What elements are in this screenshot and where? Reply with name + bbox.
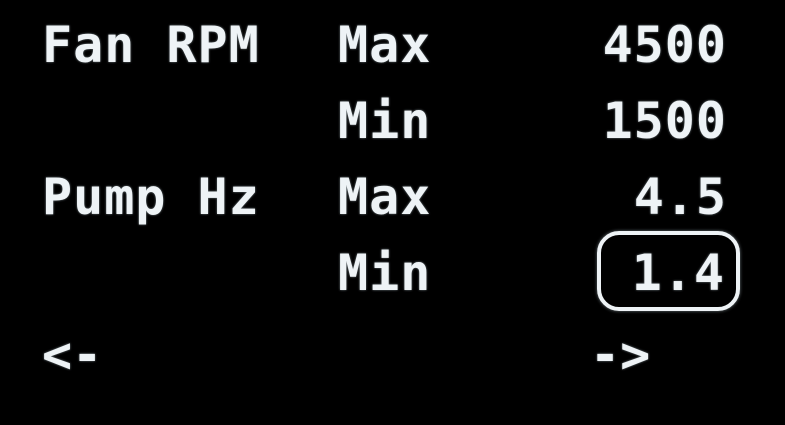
pump-min-label: Min (338, 244, 432, 302)
fan-min-label: Min (338, 92, 432, 150)
fan-max-value[interactable]: 4500 (602, 16, 727, 74)
pump-hz-label: Pump Hz (42, 168, 260, 226)
fan-max-label: Max (338, 16, 432, 74)
fan-rpm-label: Fan RPM (42, 16, 260, 74)
pump-max-value[interactable]: 4.5 (633, 168, 727, 226)
fan-min-value[interactable]: 1500 (602, 92, 727, 150)
next-arrow-button[interactable]: -> (590, 326, 651, 384)
pump-max-label: Max (338, 168, 432, 226)
back-arrow-button[interactable]: <- (42, 326, 103, 384)
pump-min-value[interactable]: 1.4 (631, 244, 725, 302)
